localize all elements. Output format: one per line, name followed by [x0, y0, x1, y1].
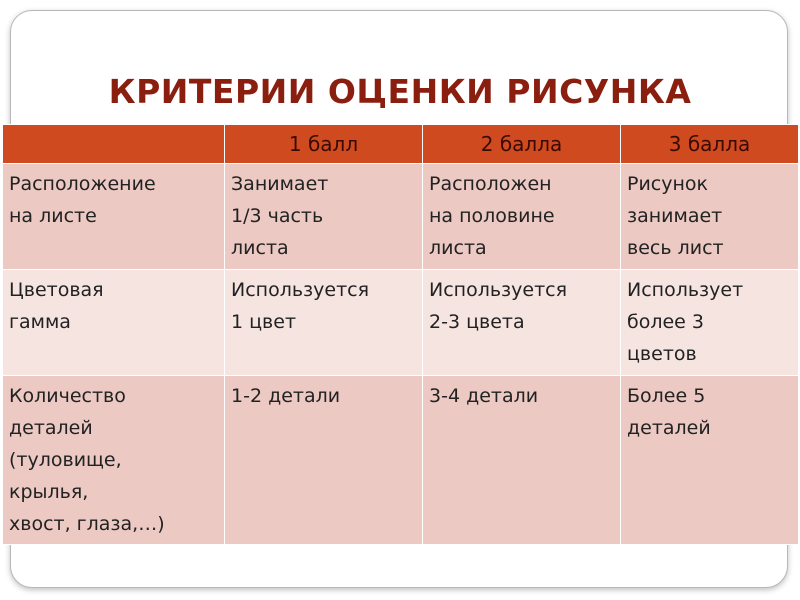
score-2-cell: Расположен на половине листа [423, 164, 621, 270]
criteria-table [2, 124, 799, 545]
header-cell-empty [3, 125, 225, 164]
header-cell-1-point: 1 балл [225, 125, 423, 164]
score-3-cell: Использует более 3 цветов [621, 270, 799, 376]
score-3-cell: Рисунок занимает весь лист [621, 164, 799, 270]
score-1-cell: Занимает 1/3 часть листа [225, 164, 423, 270]
score-2-cell: 3-4 детали [423, 376, 621, 545]
table-row [3, 376, 799, 545]
score-1-cell: Используется 1 цвет [225, 270, 423, 376]
criterion-cell: Расположение на листе [3, 164, 225, 270]
criterion-cell: Цветовая гамма [3, 270, 225, 376]
header-cell-3-points: 3 балла [621, 125, 799, 164]
slide-title: КРИТЕРИИ ОЦЕНКИ РИСУНКА [108, 72, 692, 111]
score-3-cell: Более 5 деталей [621, 376, 799, 545]
score-2-cell: Используется 2-3 цвета [423, 270, 621, 376]
score-1-cell: 1-2 детали [225, 376, 423, 545]
table-header-row [3, 125, 799, 164]
table-row [3, 270, 799, 376]
table-row [3, 164, 799, 270]
header-cell-2-points: 2 балла [423, 125, 621, 164]
criterion-cell: Количество деталей (туловище, крылья, хвост, глаза,…) [3, 376, 225, 545]
